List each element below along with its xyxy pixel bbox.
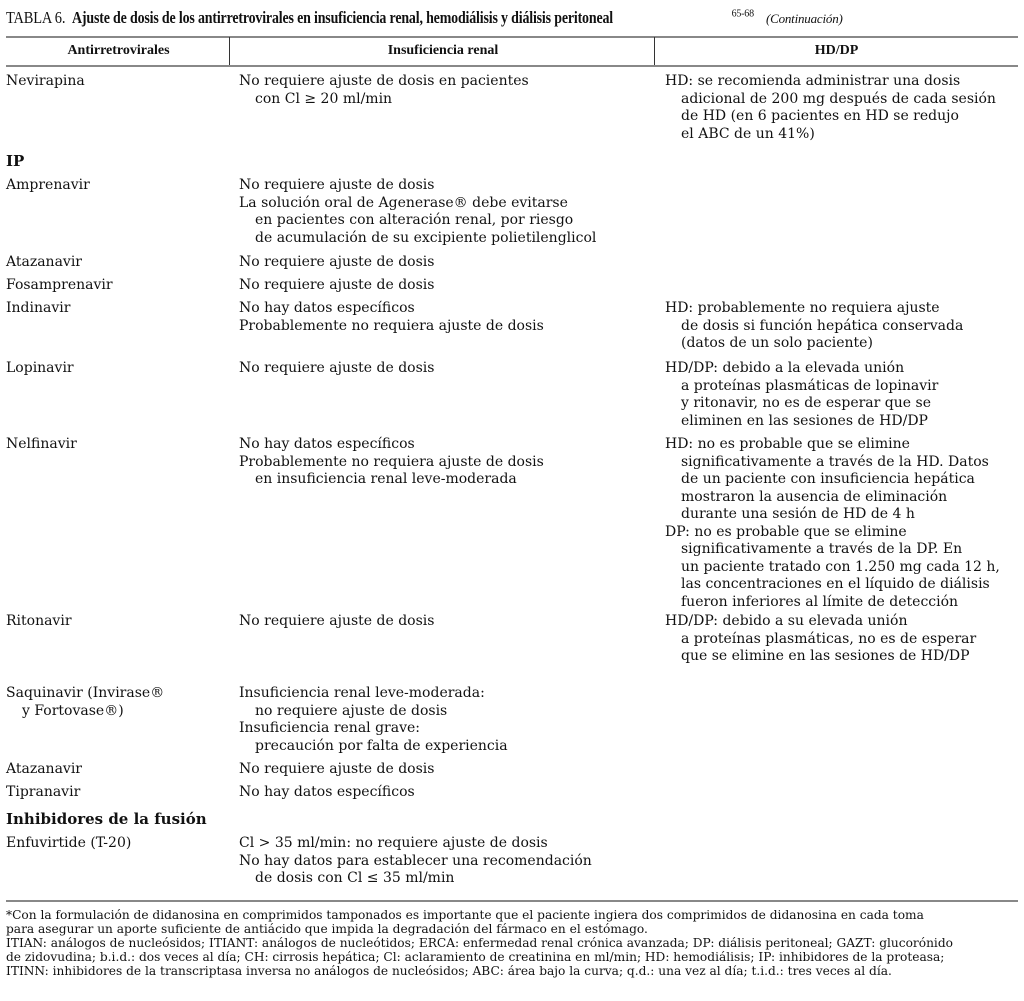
renal-cell bbox=[239, 436, 659, 489]
cell-line: eliminen en las sesiones de HD/DP bbox=[681, 412, 928, 429]
bottom-rule bbox=[6, 900, 1018, 902]
cell-line: No hay datos específicos bbox=[239, 300, 415, 316]
cell-line: HD: se recomienda administrar una dosis bbox=[665, 73, 961, 89]
drug-cell bbox=[6, 835, 231, 853]
drug-cell bbox=[6, 436, 231, 454]
drug-cell bbox=[6, 784, 231, 802]
cell-line: Insuficiencia renal grave: bbox=[239, 720, 421, 736]
cell-line: Fosamprenavir bbox=[6, 277, 113, 293]
cell-line: Cl > 35 ml/min: no requiere ajuste de dosis bbox=[239, 835, 548, 851]
renal-cell bbox=[239, 254, 659, 272]
cell-line: No requiere ajuste de dosis bbox=[239, 761, 435, 777]
hddp-cell bbox=[665, 73, 1020, 143]
cell-line: HD: probablemente no requiera ajuste bbox=[665, 300, 940, 316]
drug-cell bbox=[6, 300, 231, 318]
cell-line: en pacientes con alteración renal, por riesgo bbox=[255, 212, 574, 228]
drug-cell bbox=[6, 177, 231, 195]
column-header-antirretrovirales: Antirretrovirales bbox=[67, 43, 170, 58]
cell-line: de dosis con Cl ≤ 35 ml/min bbox=[255, 870, 455, 886]
cell-line: de un paciente con insuficiencia hepática bbox=[681, 471, 975, 487]
column-header-insuficiencia-renal: Insuficiencia renal bbox=[387, 43, 499, 58]
cell-line: No requiere ajuste de dosis en pacientes bbox=[239, 73, 529, 89]
cell-line: Atazanavir bbox=[6, 254, 83, 270]
drug-cell bbox=[6, 360, 231, 378]
table-label: TABLA 6. bbox=[6, 8, 66, 27]
cell-line: No requiere ajuste de dosis bbox=[239, 177, 435, 193]
table-header bbox=[6, 37, 1018, 65]
cell-line: No requiere ajuste de dosis bbox=[239, 254, 435, 270]
renal-cell bbox=[239, 613, 659, 631]
cell-line: las concentraciones en el líquido de diálisis bbox=[681, 576, 990, 592]
cell-line: y ritonavir, no es de esperar que se bbox=[681, 395, 931, 411]
cell-line: de acumulación de su excipiente polietilenglicol bbox=[255, 229, 597, 246]
table-refs: 65-68 bbox=[731, 8, 754, 20]
cell-line: No requiere ajuste de dosis bbox=[239, 613, 435, 629]
drug-cell bbox=[6, 277, 231, 295]
cell-line: No requiere ajuste de dosis bbox=[239, 360, 435, 376]
cell-line: No hay datos específicos bbox=[239, 784, 415, 800]
cell-line: HD: no es probable que se elimine bbox=[665, 436, 910, 452]
cell-line: Insuficiencia renal leve-moderada: bbox=[239, 685, 485, 701]
section-heading: Inhibidores de la fusión bbox=[6, 810, 207, 828]
renal-cell bbox=[239, 360, 659, 378]
cell-line: y Fortovase®) bbox=[22, 702, 124, 719]
renal-cell bbox=[239, 784, 659, 802]
column-header-hd-dp: HD/DP bbox=[814, 43, 859, 58]
cell-line: de HD (en 6 pacientes en HD se redujo bbox=[681, 108, 959, 124]
footnote-line: ITINN: inhibidores de la transcriptasa inversa no análogos de nucleósidos; ABC: área bajo la curva; q.d.: una vez al día; t.i.d.: tres veces al día. bbox=[6, 964, 892, 978]
footnote-line: para asegurar un aporte suficiente de antiácido que impida la degradación del fármaco en el estómago. bbox=[6, 922, 648, 936]
footnote-line: ITIAN: análogos de nucleósidos; ITIANT: análogos de nucleótidos; ERCA: enfermedad renal crónica avanzada; DP: diálisis peritoneal; GAZT: glucorónido bbox=[6, 936, 953, 950]
drug-cell bbox=[6, 254, 231, 272]
cell-line: No hay datos específicos bbox=[239, 436, 415, 452]
cell-line: No hay datos para establecer una recomendación bbox=[239, 852, 592, 869]
footnote-line: de zidovudina; b.i.d.: dos veces al día; CH: cirrosis hepática; Cl: aclaramiento de creatinina en ml/min; HD: hemodiálisis; IP: inhibidores de la proteasa; bbox=[6, 950, 945, 964]
hddp-cell bbox=[665, 436, 1020, 611]
cell-line: de dosis si función hepática conservada bbox=[681, 317, 964, 334]
cell-line: (datos de un solo paciente) bbox=[681, 335, 873, 351]
cell-line: adicional de 200 mg después de cada sesión bbox=[681, 90, 996, 107]
hddp-cell bbox=[665, 613, 1020, 666]
cell-line: Saquinavir (Invirase® bbox=[6, 685, 165, 701]
cell-line: Nelfinavir bbox=[6, 436, 77, 452]
cell-line: Indinavir bbox=[6, 300, 71, 316]
drug-cell bbox=[6, 613, 231, 631]
cell-line: durante una sesión de HD de 4 h bbox=[681, 506, 915, 522]
cell-line: Probablemente no requiera ajuste de dosis bbox=[239, 453, 544, 470]
renal-cell bbox=[239, 685, 659, 755]
cell-line: Amprenavir bbox=[6, 177, 90, 193]
cell-line: Lopinavir bbox=[6, 360, 74, 376]
column-divider bbox=[654, 37, 655, 65]
cell-line: Enfuvirtide (T-20) bbox=[6, 835, 132, 851]
cell-line: un paciente tratado con 1.250 mg cada 12 h, bbox=[681, 558, 1000, 575]
column-divider bbox=[229, 37, 230, 65]
cell-line: mostraron la ausencia de eliminación bbox=[681, 488, 948, 505]
renal-cell bbox=[239, 73, 659, 108]
cell-line: La solución oral de Agenerase® debe evitarse bbox=[239, 194, 568, 211]
continuation-note: (Continuación) bbox=[765, 11, 843, 26]
footnotes bbox=[6, 908, 1018, 978]
renal-cell bbox=[239, 300, 659, 335]
cell-line: precaución por falta de experiencia bbox=[255, 737, 508, 754]
cell-line: DP: no es probable que se elimine bbox=[665, 523, 907, 540]
cell-line: Nevirapina bbox=[6, 73, 85, 89]
table-title bbox=[6, 8, 843, 28]
cell-line: significativamente a través de la DP. En bbox=[681, 541, 963, 557]
cell-line: significativamente a través de la HD. Datos bbox=[681, 453, 989, 470]
cell-line: fueron inferiores al límite de detección bbox=[681, 593, 959, 610]
table-title-text: Ajuste de dosis de los antirretrovirales en insuficiencia renal, hemodiálisis y diálisis peritoneal bbox=[71, 8, 613, 27]
cell-line: HD/DP: debido a la elevada unión bbox=[665, 360, 905, 376]
footnote-line: *Con la formulación de didanosina en comprimidos tamponados es importante que el paciente ingiera dos comprimidos de didanosina en cada toma bbox=[6, 908, 924, 922]
header-rule bbox=[6, 65, 1018, 67]
hddp-cell bbox=[665, 360, 1020, 430]
cell-line: No requiere ajuste de dosis bbox=[239, 277, 435, 293]
cell-line: Tipranavir bbox=[6, 784, 81, 800]
renal-cell bbox=[239, 835, 659, 888]
cell-line: a proteínas plasmáticas de lopinavir bbox=[681, 377, 939, 394]
cell-line: no requiere ajuste de dosis bbox=[255, 702, 448, 719]
hddp-cell bbox=[665, 300, 1020, 353]
drug-cell bbox=[6, 761, 231, 779]
cell-line: Ritonavir bbox=[6, 613, 72, 629]
cell-line: el ABC de un 41%) bbox=[681, 125, 815, 142]
cell-line: con Cl ≥ 20 ml/min bbox=[255, 90, 393, 107]
cell-line: Probablemente no requiera ajuste de dosis bbox=[239, 317, 544, 334]
renal-cell bbox=[239, 177, 659, 247]
drug-cell bbox=[6, 685, 231, 720]
renal-cell bbox=[239, 277, 659, 295]
cell-line: que se elimine en las sesiones de HD/DP bbox=[681, 648, 970, 664]
cell-line: a proteínas plasmáticas, no es de esperar bbox=[681, 630, 977, 647]
cell-line: Atazanavir bbox=[6, 761, 83, 777]
cell-line: HD/DP: debido a su elevada unión bbox=[665, 613, 908, 629]
renal-cell bbox=[239, 761, 659, 779]
cell-line: en insuficiencia renal leve-moderada bbox=[255, 471, 517, 487]
section-heading: IP bbox=[6, 152, 25, 170]
drug-cell bbox=[6, 73, 231, 91]
